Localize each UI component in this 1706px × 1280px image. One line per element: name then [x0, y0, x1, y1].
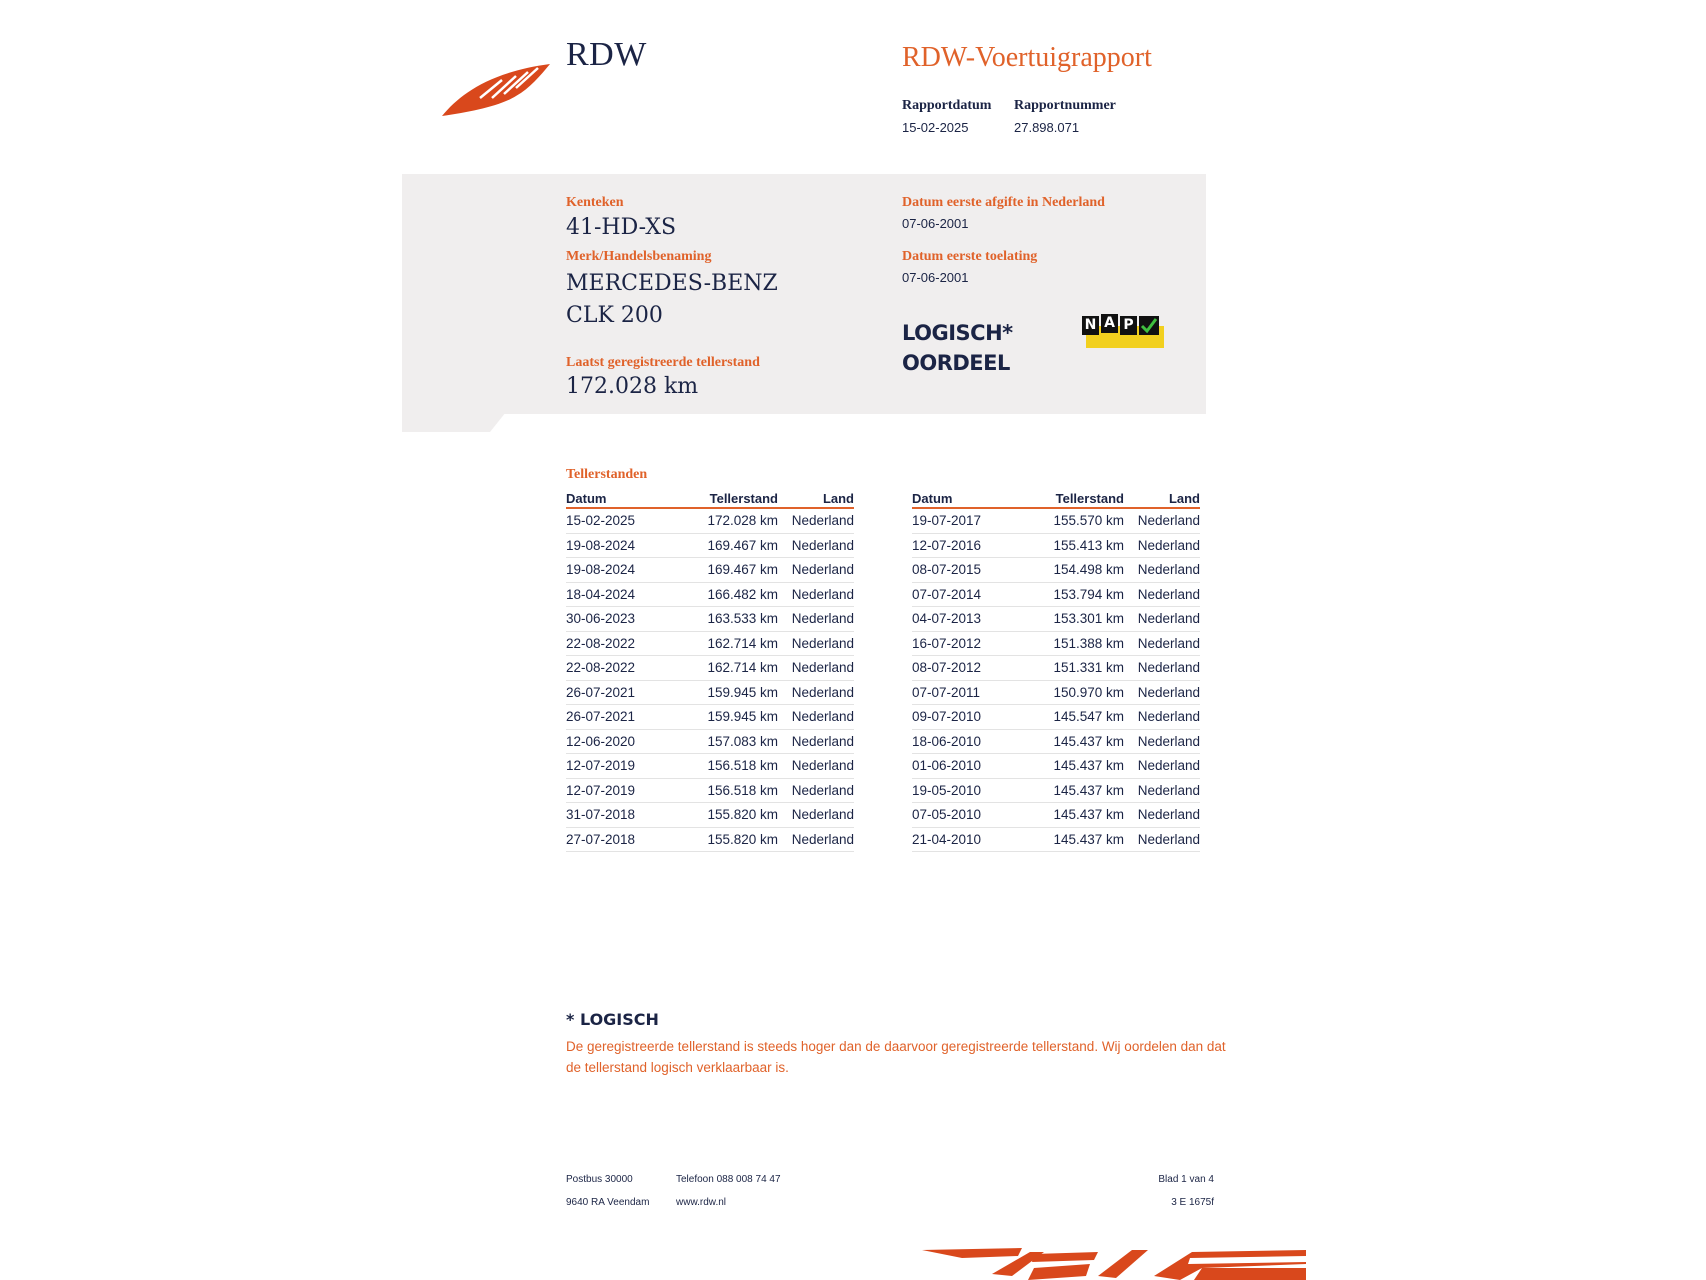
table-row: [912, 656, 1200, 681]
cell-country: Nederland: [1137, 684, 1200, 700]
cell-reading: 151.331 km: [1053, 660, 1124, 676]
cell-reading: 155.570 km: [1053, 513, 1124, 529]
table-row: [912, 730, 1200, 755]
nap-letter-p: P: [1120, 316, 1137, 335]
cell-reading: 153.301 km: [1053, 611, 1124, 627]
cell-reading: 163.533 km: [707, 611, 778, 627]
table-row: [912, 583, 1200, 608]
cell-date: 18-04-2024: [566, 586, 636, 602]
cell-country: Nederland: [1137, 537, 1200, 553]
cell-country: Nederland: [791, 758, 854, 774]
rdw-logo-icon: [440, 54, 552, 118]
report-number: 27.898.071: [1014, 120, 1080, 135]
panel-notch: [402, 412, 506, 432]
table-row: [912, 534, 1200, 559]
cell-date: 07-07-2014: [912, 586, 982, 602]
odometer-table-title: Tellerstanden: [566, 467, 648, 482]
table-row: [566, 730, 854, 755]
report-number-label: Rapportnummer: [1014, 98, 1116, 113]
footer-postbus: Postbus 30000: [566, 1174, 633, 1185]
cell-date: 12-07-2016: [912, 537, 982, 553]
nap-check-icon: [1139, 316, 1159, 335]
table-row: [566, 779, 854, 804]
cell-date: 12-07-2019: [566, 782, 636, 798]
cell-country: Nederland: [1137, 807, 1200, 823]
cell-date: 19-05-2010: [912, 782, 982, 798]
cell-date: 07-07-2011: [912, 684, 981, 700]
cell-date: 26-07-2021: [566, 709, 636, 725]
footer-city: 9640 RA Veendam: [566, 1197, 650, 1208]
cell-date: 31-07-2018: [566, 807, 636, 823]
col-date: Datum: [912, 491, 953, 506]
cell-reading: 162.714 km: [707, 635, 778, 651]
make-value: MERCEDES-BENZ: [566, 271, 778, 296]
cell-reading: 156.518 km: [707, 758, 778, 774]
cell-country: Nederland: [791, 782, 854, 798]
cell-country: Nederland: [1137, 831, 1200, 847]
cell-country: Nederland: [1137, 782, 1200, 798]
decorative-stripes: [922, 1246, 1306, 1280]
table-header: [566, 486, 854, 509]
table-row: [566, 681, 854, 706]
odometer-table-left: [566, 486, 854, 852]
cell-reading: 169.467 km: [707, 562, 778, 578]
table-row: [566, 705, 854, 730]
cell-country: Nederland: [1137, 758, 1200, 774]
odometer-table-right: [912, 486, 1200, 852]
nap-check-box: [1139, 316, 1159, 335]
col-country: Land: [822, 491, 854, 506]
table-row: [912, 509, 1200, 534]
cell-reading: 145.547 km: [1053, 709, 1124, 725]
cell-date: 04-07-2013: [912, 611, 982, 627]
footnote-title: * LOGISCH: [566, 1010, 659, 1029]
cell-reading: 166.482 km: [707, 586, 778, 602]
report-date-label: Rapportdatum: [902, 98, 992, 113]
first-admission-value: 07-06-2001: [902, 270, 969, 285]
cell-reading: 172.028 km: [707, 513, 778, 529]
cell-country: Nederland: [1137, 635, 1200, 651]
cell-country: Nederland: [1137, 660, 1200, 676]
cell-country: Nederland: [791, 684, 854, 700]
cell-date: 19-08-2024: [566, 537, 636, 553]
cell-country: Nederland: [791, 733, 854, 749]
cell-reading: 159.945 km: [707, 684, 778, 700]
table-row: [566, 583, 854, 608]
cell-country: Nederland: [1137, 562, 1200, 578]
table-row: [566, 509, 854, 534]
cell-date: 16-07-2012: [912, 635, 982, 651]
cell-date: 01-06-2010: [912, 758, 982, 774]
nap-badge: [1082, 316, 1164, 348]
footer-code: 3 E 1675f: [1171, 1197, 1214, 1208]
cell-country: Nederland: [791, 562, 854, 578]
table-row: [566, 534, 854, 559]
cell-country: Nederland: [1137, 586, 1200, 602]
cell-country: Nederland: [791, 831, 854, 847]
cell-country: Nederland: [791, 537, 854, 553]
cell-date: 30-06-2023: [566, 611, 636, 627]
cell-country: Nederland: [1137, 513, 1200, 529]
plate-label: Kenteken: [566, 195, 624, 210]
cell-reading: 157.083 km: [707, 733, 778, 749]
cell-date: 09-07-2010: [912, 709, 982, 725]
verdict-line-1: LOGISCH*: [902, 321, 1013, 345]
cell-date: 22-08-2022: [566, 635, 636, 651]
odometer-label: Laatst geregistreerde tellerstand: [566, 355, 760, 370]
col-reading: Tellerstand: [709, 491, 778, 506]
cell-reading: 155.413 km: [1053, 537, 1124, 553]
cell-country: Nederland: [1137, 709, 1200, 725]
model-value: CLK 200: [566, 303, 663, 328]
cell-date: 22-08-2022: [566, 660, 636, 676]
cell-reading: 151.388 km: [1053, 635, 1124, 651]
table-row: [566, 558, 854, 583]
cell-country: Nederland: [791, 709, 854, 725]
cell-date: 27-07-2018: [566, 831, 636, 847]
cell-reading: 162.714 km: [707, 660, 778, 676]
cell-date: 26-07-2021: [566, 684, 636, 700]
footnote-text: De geregistreerde tellerstand is steeds hoger dan de daarvoor geregistreerde tellerstand. Wij oordelen dan dat de tellerstand logisch verklaarbaar is.: [566, 1039, 1226, 1075]
report-date: 15-02-2025: [902, 120, 969, 135]
table-row: [566, 656, 854, 681]
cell-reading: 145.437 km: [1053, 758, 1124, 774]
cell-date: 12-07-2019: [566, 758, 636, 774]
table-row: [566, 632, 854, 657]
first-issue-label: Datum eerste afgifte in Nederland: [902, 195, 1105, 210]
cell-reading: 145.437 km: [1053, 807, 1124, 823]
table-row: [912, 828, 1200, 853]
col-reading: Tellerstand: [1055, 491, 1124, 506]
cell-reading: 156.518 km: [707, 782, 778, 798]
cell-date: 07-05-2010: [912, 807, 982, 823]
nap-letter-n: N: [1082, 316, 1099, 335]
verdict-line-2: OORDEEL: [902, 351, 1010, 375]
table-header: [912, 486, 1200, 509]
report-title: RDW-Voertuigrapport: [902, 42, 1152, 73]
cell-reading: 154.498 km: [1053, 562, 1124, 578]
cell-reading: 169.467 km: [707, 537, 778, 553]
first-issue-value: 07-06-2001: [902, 216, 969, 231]
table-row: [566, 803, 854, 828]
cell-date: 19-07-2017: [912, 513, 982, 529]
footer-phone: Telefoon 088 008 74 47: [676, 1174, 781, 1185]
cell-reading: 155.820 km: [707, 807, 778, 823]
cell-date: 19-08-2024: [566, 562, 636, 578]
table-row: [912, 754, 1200, 779]
cell-date: 08-07-2015: [912, 562, 982, 578]
cell-reading: 155.820 km: [707, 831, 778, 847]
table-row: [912, 607, 1200, 632]
table-row: [912, 705, 1200, 730]
first-admission-label: Datum eerste toelating: [902, 249, 1038, 264]
cell-reading: 159.945 km: [707, 709, 778, 725]
cell-reading: 145.437 km: [1053, 831, 1124, 847]
make-label: Merk/Handelsbenaming: [566, 249, 712, 264]
cell-country: Nederland: [791, 586, 854, 602]
table-row: [912, 803, 1200, 828]
footer-website[interactable]: www.rdw.nl: [676, 1197, 727, 1208]
table-row: [566, 828, 854, 853]
cell-date: 21-04-2010: [912, 831, 982, 847]
table-row: [912, 632, 1200, 657]
cell-country: Nederland: [791, 635, 854, 651]
footer-page: Blad 1 van 4: [1158, 1174, 1214, 1185]
odometer-value: 172.028 km: [566, 374, 699, 399]
table-row: [912, 779, 1200, 804]
brand-name: RDW: [566, 36, 647, 73]
cell-country: Nederland: [791, 660, 854, 676]
table-row: [566, 754, 854, 779]
cell-country: Nederland: [1137, 733, 1200, 749]
nap-letter-a: A: [1101, 314, 1118, 333]
table-row: [566, 607, 854, 632]
table-row: [912, 558, 1200, 583]
cell-reading: 150.970 km: [1053, 684, 1124, 700]
cell-reading: 145.437 km: [1053, 782, 1124, 798]
cell-reading: 153.794 km: [1053, 586, 1124, 602]
cell-country: Nederland: [791, 807, 854, 823]
col-country: Land: [1168, 491, 1200, 506]
cell-date: 18-06-2010: [912, 733, 982, 749]
cell-country: Nederland: [791, 513, 854, 529]
cell-reading: 145.437 km: [1053, 733, 1124, 749]
table-row: [912, 681, 1200, 706]
cell-country: Nederland: [791, 611, 854, 627]
cell-date: 08-07-2012: [912, 660, 982, 676]
cell-date: 15-02-2025: [566, 513, 636, 529]
plate-value: 41-HD-XS: [566, 215, 677, 240]
cell-date: 12-06-2020: [566, 733, 636, 749]
cell-country: Nederland: [1137, 611, 1200, 627]
col-date: Datum: [566, 491, 607, 506]
